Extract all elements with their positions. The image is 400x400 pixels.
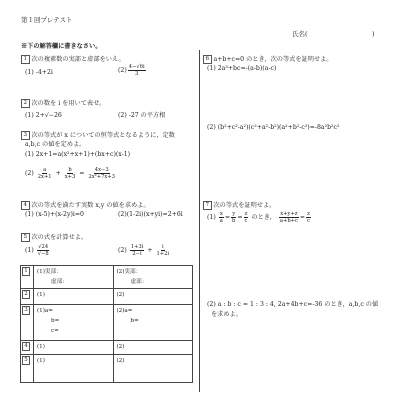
- q1-part2-denominator: 3: [135, 71, 139, 77]
- q1-part2-label: (2): [118, 67, 127, 74]
- q7-fraction-x-num: x: [219, 211, 223, 217]
- q7-fraction-z2-num: z: [307, 211, 310, 217]
- answer-row-index: [21, 355, 34, 383]
- q3-part2: [25, 167, 117, 180]
- answer-row-index: [21, 341, 34, 355]
- answer-label: (2): [116, 292, 125, 298]
- answer-cell[interactable]: [34, 341, 114, 355]
- answer-row-index: [21, 289, 34, 305]
- q6-part1: (1) 2a³+bc=-(a-b)(a-c): [207, 65, 277, 72]
- answer-row-2: [21, 289, 193, 305]
- answer-label: (1)a=: [37, 308, 53, 314]
- q1-prompt: [21, 55, 125, 64]
- q5-part1-den: √−8: [37, 251, 49, 257]
- q3-fraction-b: [64, 167, 77, 180]
- q6-text: a+b+c=0 のとき，次の等式を証明せよ。: [213, 56, 333, 63]
- q7-eq3: =: [299, 214, 306, 221]
- answer-label: (2): [116, 344, 125, 350]
- q1-part1: (1) -4+2i: [25, 69, 53, 76]
- name-label: 氏名(: [292, 30, 308, 38]
- answer-index-5: 5: [22, 356, 31, 365]
- q3-fraction-rhs-num: 4x−3: [94, 167, 109, 173]
- q5-part2: [118, 244, 171, 257]
- q5-part2-label: (2): [118, 247, 127, 254]
- q5-part1-fraction: [37, 244, 50, 257]
- q3-prompt-line2: a,b,c の値を定めよ。: [25, 141, 86, 148]
- q1-part2: [118, 64, 147, 77]
- q5-part2-f1-num: 1+3i: [130, 244, 144, 250]
- answer-cell[interactable]: [113, 289, 193, 305]
- q1-part2-numerator: 4−√6i: [128, 64, 145, 70]
- q2-number: 2: [21, 99, 30, 108]
- q3-fraction-a: [37, 167, 53, 180]
- q3-number: 3: [21, 131, 30, 140]
- q3-plus: +: [55, 170, 61, 177]
- q7-fraction-x-den: a: [219, 218, 223, 224]
- q7-fraction-sum-den: a+b+c: [279, 218, 298, 224]
- q7-part1: [207, 211, 312, 224]
- answer-row-index: [21, 305, 34, 341]
- q5-prompt: [21, 233, 87, 242]
- answer-cell[interactable]: [113, 305, 193, 341]
- answer-cell[interactable]: [113, 355, 193, 383]
- answer-label: (1)実部：: [37, 269, 62, 275]
- q5-part1: [25, 244, 51, 257]
- answer-cell[interactable]: [34, 266, 114, 289]
- q5-part1-num: √24: [38, 244, 49, 250]
- q2-prompt: [21, 99, 105, 108]
- q2-text: 次の数を i を用いて表せ。: [31, 100, 106, 107]
- answer-label: 虚部：: [51, 279, 68, 285]
- q7-fraction-z: [244, 211, 249, 224]
- answer-label: (1): [37, 344, 45, 350]
- q3-fraction-b-num: b: [68, 167, 72, 173]
- q7-fraction-y: [231, 211, 236, 224]
- q4-text: 次の等式を満たす実数 x,y の値を求めよ。: [31, 202, 150, 209]
- answer-label: 虚部：: [130, 279, 148, 285]
- q7-fraction-sum-num: x+y+z: [280, 211, 298, 217]
- q5-part2-f1-den: 2−i: [132, 251, 142, 257]
- q3-fraction-a-den: 2x+1: [37, 174, 52, 180]
- answer-label: b=: [51, 318, 60, 324]
- q1-number: 1: [21, 55, 30, 64]
- column-divider: [199, 50, 200, 392]
- q5-part2-f2-den: 1+2i: [156, 251, 170, 257]
- q6-part2: (2) (b²+c²-a²)(c²+a²-b²)(a²+b²-c²)=-8a²b²c²: [207, 124, 340, 131]
- answer-cell[interactable]: [34, 355, 114, 383]
- q2-part1: (1) 2+√−26: [25, 112, 62, 119]
- q4-part2: (2)(1-2i)(x+yi)=2+6i: [118, 211, 183, 218]
- q6-prompt: [203, 55, 332, 64]
- q7-fraction-x: [219, 211, 224, 224]
- q6-number: 6: [203, 55, 212, 64]
- q4-part1: (1) (x-5)+(x-2y)i=0: [25, 211, 84, 218]
- answer-row-4: [21, 341, 193, 355]
- q3-fraction-a-num: a: [43, 167, 47, 173]
- q3-fraction-b-den: x+3: [64, 174, 76, 180]
- q1-text: 次の複素数の実部と虚部をいえ。: [31, 56, 125, 63]
- q7-fraction-z-den: c: [244, 218, 248, 224]
- answer-index-3: 3: [22, 306, 31, 315]
- q7-fraction-z-num: z: [244, 211, 248, 217]
- q5-part2-fraction-2: [155, 244, 170, 257]
- q7-text: 次の等式を証明せよ。: [213, 202, 276, 209]
- q5-part2-f2-num: i: [161, 244, 164, 250]
- q7-fraction-z2-den: c: [307, 218, 310, 224]
- answer-label: b=: [130, 318, 139, 324]
- q7-eq1: =: [224, 214, 231, 221]
- q7-fraction-z2: [306, 211, 311, 224]
- q3-equals: =: [79, 170, 85, 177]
- answer-row-5: [21, 355, 193, 383]
- q3-fraction-rhs-den: 2x²+7x+3: [88, 174, 115, 180]
- test-title: 第１回プレテスト: [21, 16, 73, 24]
- q2-part2: (2) -27 の平方根: [118, 112, 166, 119]
- q7-eq2: =: [237, 214, 243, 221]
- q3-fraction-rhs: [87, 167, 116, 180]
- q7-part2-line1: (2) a : b : c = 1 : 3 : 4, 2a+4b+c=-36 のとき，a,b,c の値: [207, 301, 379, 308]
- q4-prompt: [21, 201, 150, 210]
- answer-row-1: [21, 266, 193, 289]
- answer-label: (2)a=: [116, 308, 133, 314]
- q7-part1-label: (1): [207, 214, 216, 221]
- instruction: ※下の解答欄に書きなさい。: [21, 43, 102, 50]
- answer-cell[interactable]: [113, 341, 193, 355]
- answer-label: (2)実部：: [116, 269, 142, 275]
- name-close: ): [372, 30, 375, 38]
- answer-index-1: 1: [22, 267, 31, 276]
- q3-part2-label: (2): [25, 170, 34, 177]
- answer-label: (1): [37, 358, 45, 364]
- q5-part2-fraction-1: [130, 244, 145, 257]
- q4-number: 4: [21, 201, 30, 210]
- q5-number: 5: [21, 233, 30, 242]
- answer-label: (1): [37, 292, 45, 298]
- q7-prompt: [203, 201, 275, 210]
- q7-fraction-y-den: b: [232, 218, 236, 224]
- answer-cell[interactable]: [113, 266, 193, 289]
- answer-index-4: 4: [22, 342, 31, 351]
- q7-mid-text: のとき，: [251, 214, 276, 221]
- answer-cell[interactable]: [34, 305, 114, 341]
- answer-label: (2): [116, 358, 125, 364]
- q1-part2-fraction: [128, 64, 146, 77]
- q3-text-line1: 次の等式が x についての恒等式となるように，定数: [31, 132, 175, 139]
- q5-part2-plus: +: [147, 247, 153, 254]
- answer-table: [20, 265, 193, 383]
- answer-label: c=: [51, 328, 59, 334]
- q5-text: 次の式を計算せよ。: [31, 234, 88, 241]
- q7-part2-line2: を求めよ。: [211, 311, 242, 318]
- q3-part1: (1) 2x+1=a(x²+x+1)+(bx+c)(x-1): [25, 151, 131, 158]
- q7-fraction-sum: [279, 211, 299, 224]
- answer-row-3: [21, 305, 193, 341]
- q7-fraction-y-num: y: [232, 211, 236, 217]
- answer-cell[interactable]: [34, 289, 114, 305]
- q7-number: 7: [203, 201, 212, 210]
- answer-index-2: 2: [22, 290, 31, 299]
- q5-part1-label: (1): [25, 247, 34, 254]
- q3-prompt: [21, 131, 175, 140]
- answer-row-index: [21, 266, 34, 289]
